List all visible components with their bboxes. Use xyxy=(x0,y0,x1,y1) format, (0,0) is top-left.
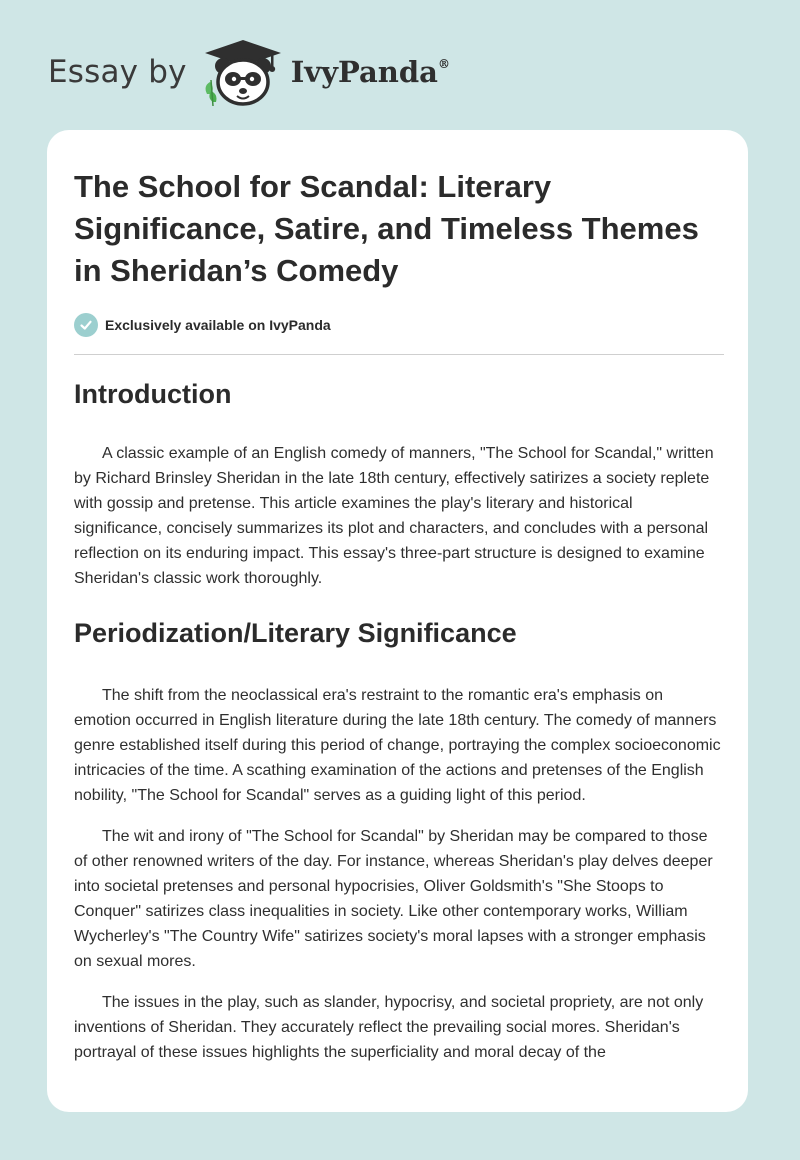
divider xyxy=(74,354,724,355)
paragraph: The shift from the neoclassical era's restraint to the romantic era's emphasis on emotion occurred in English literature during the late 18th century. The comedy of manners genre established itself during this period of change, portraying the complex socioeconomic intricacies of the time. A scathing examination of the actions and pretenses of the English nobility, "The School for Scandal" serves as a guiding light of this period. xyxy=(74,687,721,804)
essay-card xyxy=(47,130,748,1112)
trademark-symbol: ® xyxy=(437,57,450,71)
essay-content xyxy=(74,166,724,1065)
exclusive-badge-text: Exclusively available on IvyPanda xyxy=(105,317,331,333)
section-heading-periodization: Periodization/Literary Significance xyxy=(74,618,517,648)
paragraph: A classic example of an English comedy of manners, "The School for Scandal," written by Richard Brinsley Sheridan in the late 18th century, effectively satirizes a society replete with gossip and pretense. This article examines the play's literary and historical significance, concisely summarizes its plot and characters, and concludes with a personal reflection on its enduring impact. This essay's three-part structure is designed to examine Sheridan's classic work thoroughly. xyxy=(74,445,714,587)
paragraph: The issues in the play, such as slander, hypocrisy, and societal propriety, are not only inventions of Sheridan. They accurately reflect the prevailing social mores. Sheridan's portrayal of these issues highlights the superficiality and moral decay of the xyxy=(74,994,704,1061)
ivypanda-logo-icon[interactable] xyxy=(201,36,285,108)
brand-name: IvyPanda® xyxy=(290,55,450,89)
essay-by-label: Essay by xyxy=(48,54,187,90)
section-heading-introduction: Introduction xyxy=(74,379,232,409)
site-header xyxy=(48,36,450,108)
exclusive-badge xyxy=(74,312,724,338)
paragraph: The wit and irony of "The School for Scandal" by Sheridan may be compared to those of other renowned writers of the day. For instance, whereas Sheridan's play delves deeper into societal pretenses and personal hypocrisies, Oliver Goldsmith's "She Stoops to Conquer" satirizes class inequalities in society. Like other contemporary works, William Wycherley's "The Country Wife" satirizes society's moral lapses with a stronger emphasis on sexual mores. xyxy=(74,828,713,970)
essay-title: The School for Scandal: Literary Significance, Satire, and Timeless Themes in Sheridan’s Comedy xyxy=(74,169,699,288)
check-circle-icon xyxy=(74,313,98,337)
